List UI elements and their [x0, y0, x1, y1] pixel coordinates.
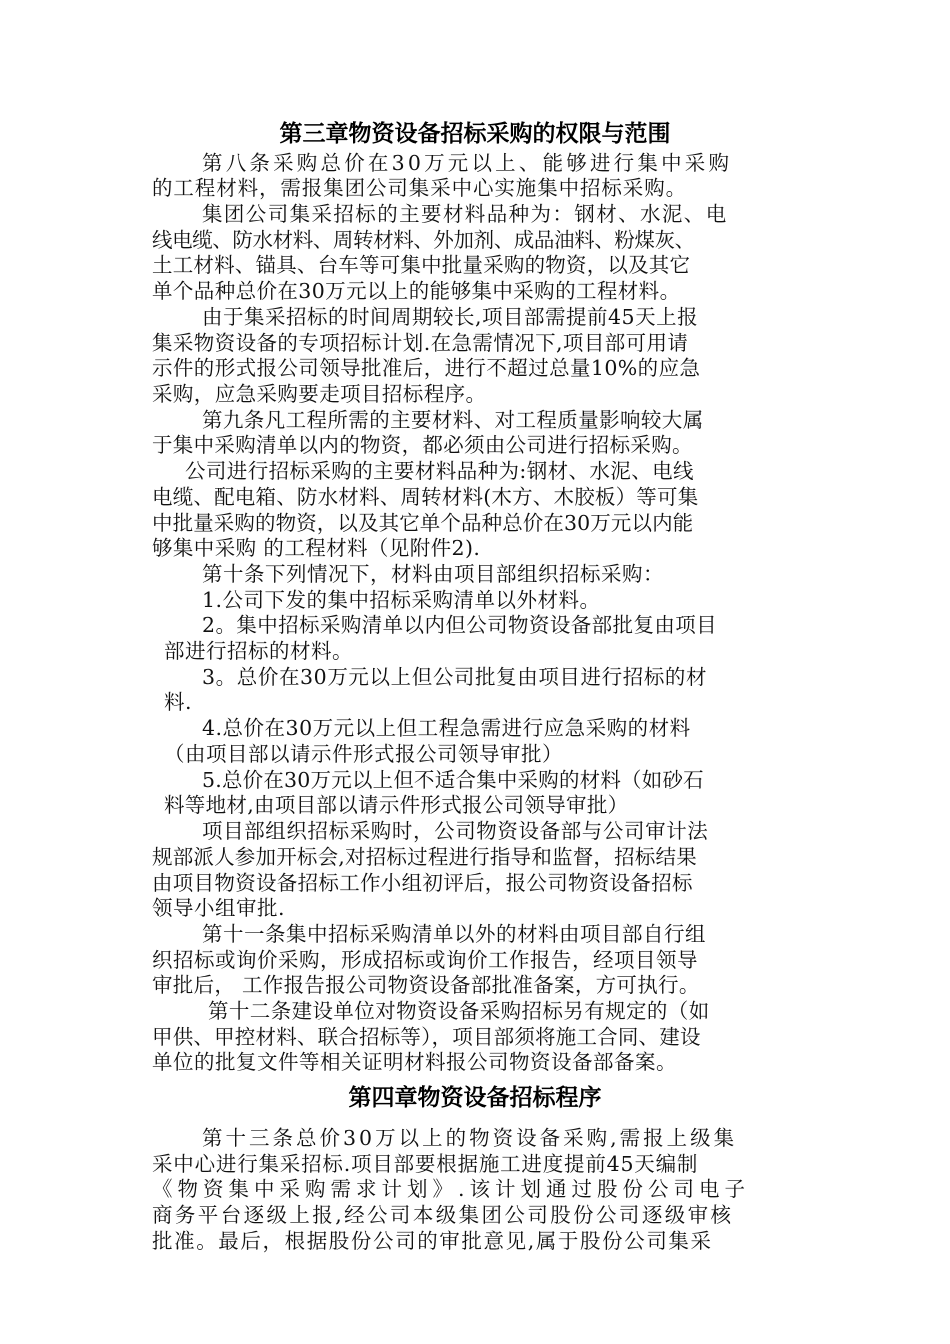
- chapter-3-line: 示件的形式报公司领导批准后，进行不超过总量10%的应急: [152, 356, 701, 380]
- chapter-3-line: 织招标或询价采购，形成招标或询价工作报告，经项目领导: [152, 948, 698, 972]
- chapter-4-line: 商务平台逐级上报,经公司本级集团公司股份公司逐级审核: [152, 1203, 734, 1227]
- chapter-3-line: 第十二条建设单位对物资设备采购招标另有规定的（如: [208, 999, 710, 1023]
- chapter-3-line: 料等地材,由项目部以请示件形式报公司领导审批）: [164, 793, 629, 817]
- chapter-3-line: 于集中采购清单以内的物资，都必须由公司进行招标采购。: [152, 433, 693, 457]
- chapter-3-line: 项目部组织招标采购时，公司物资设备部与公司审计法: [202, 819, 709, 843]
- chapter-3-heading: 第三章物资设备招标采购的权限与范围: [279, 121, 671, 147]
- chapter-3-line: 1.公司下发的集中招标采购清单以外材料。: [202, 588, 601, 612]
- chapter-4-line: 采中心进行集采招标.项目部要根据施工进度提前45天编制: [152, 1152, 699, 1176]
- chapter-3-line: 中批量采购的物资，以及其它单个品种总价在30万元以内能: [152, 511, 694, 535]
- chapter-3-line: 规部派人参加开标会,对招标过程进行指导和监督，招标结果: [152, 845, 697, 869]
- chapter-3-line: 的工程材料，需报集团公司集采中心实施集中招标采购。: [152, 176, 687, 200]
- chapter-4-line: 第十三条总价30万以上的物资设备采购,需报上级集: [202, 1126, 738, 1150]
- chapter-3-line: 第十一条集中招标采购清单以外的材料由项目部自行组: [202, 922, 706, 946]
- chapter-3-line: 3。总价在30万元以上但公司批复由项目进行招标的材: [202, 665, 708, 689]
- chapter-3-line: 由于集采招标的时间周期较长,项目部需提前45天上报: [202, 305, 699, 329]
- chapter-4-heading: 第四章物资设备招标程序: [348, 1085, 602, 1111]
- chapter-3-line: 采购，应急采购要走项目招标程序。: [152, 382, 487, 406]
- chapter-3-line: 单位的批复文件等相关证明材料报公司物资设备部备案。: [152, 1050, 677, 1074]
- chapter-3-line: 第九条凡工程所需的主要材料、对工程质量影响较大属: [202, 408, 704, 432]
- chapter-3-line: 线电缆、防水材料、周转材料、外加剂、成品油料、粉煤灰、: [152, 228, 695, 252]
- chapter-3-line: 5.总价在30万元以上但不适合集中采购的材料（如砂石: [202, 768, 704, 792]
- chapter-3-line: 集团公司集采招标的主要材料品种为：钢材、水泥、电: [202, 202, 728, 226]
- chapter-3-line: 第十条下列情况下，材料由项目部组织招标采购：: [202, 562, 664, 586]
- chapter-4-line: 《物资集中采购需求计划》.该计划通过股份公司电子: [152, 1177, 751, 1201]
- chapter-3-line: 4.总价在30万元以上但工程急需进行应急采购的材料: [202, 716, 691, 740]
- chapter-3-line: 土工材料、锚具、台车等可集中批量采购的物资，以及其它: [152, 253, 691, 277]
- chapter-3-line: 由项目物资设备招标工作小组初评后，报公司物资设备招标: [152, 871, 693, 895]
- chapter-3-line: 2。集中招标采购清单以内但公司物资设备部批复由项目: [202, 613, 718, 637]
- chapter-3-line: 集采物资设备的专项招标计划.在急需情况下,项目部可用请: [152, 331, 689, 355]
- chapter-3-line: 部进行招标的材料。: [164, 639, 353, 663]
- chapter-3-line: 公司进行招标采购的主要材料品种为:钢材、水泥、电线: [185, 459, 694, 483]
- chapter-3-line: 审批后， 工作报告报公司物资设备部批准备案，方可执行。: [152, 973, 700, 997]
- chapter-3-line: 单个品种总价在30万元以上的能够集中采购的工程材料。: [152, 279, 681, 303]
- chapter-3-line: 料.: [164, 690, 193, 714]
- chapter-3-line: 甲供、甲控材料、联合招标等），项目部须将施工合同、建设: [152, 1025, 701, 1049]
- chapter-3-line: （由项目部以请示件形式报公司领导审批）: [164, 742, 563, 766]
- chapter-3-line: 够集中采购 的工程材料（见附件2).: [152, 536, 481, 560]
- chapter-3-line: 第八条采购总价在30万元以上、能够进行集中采购: [202, 151, 733, 175]
- chapter-4-line: 批准。最后，根据股份公司的审批意见,属于股份公司集采: [152, 1229, 713, 1253]
- chapter-3-line: 领导小组审批.: [152, 896, 286, 920]
- chapter-3-line: 电缆、配电箱、防水材料、周转材料(木方、木胶板）等可集: [152, 485, 699, 509]
